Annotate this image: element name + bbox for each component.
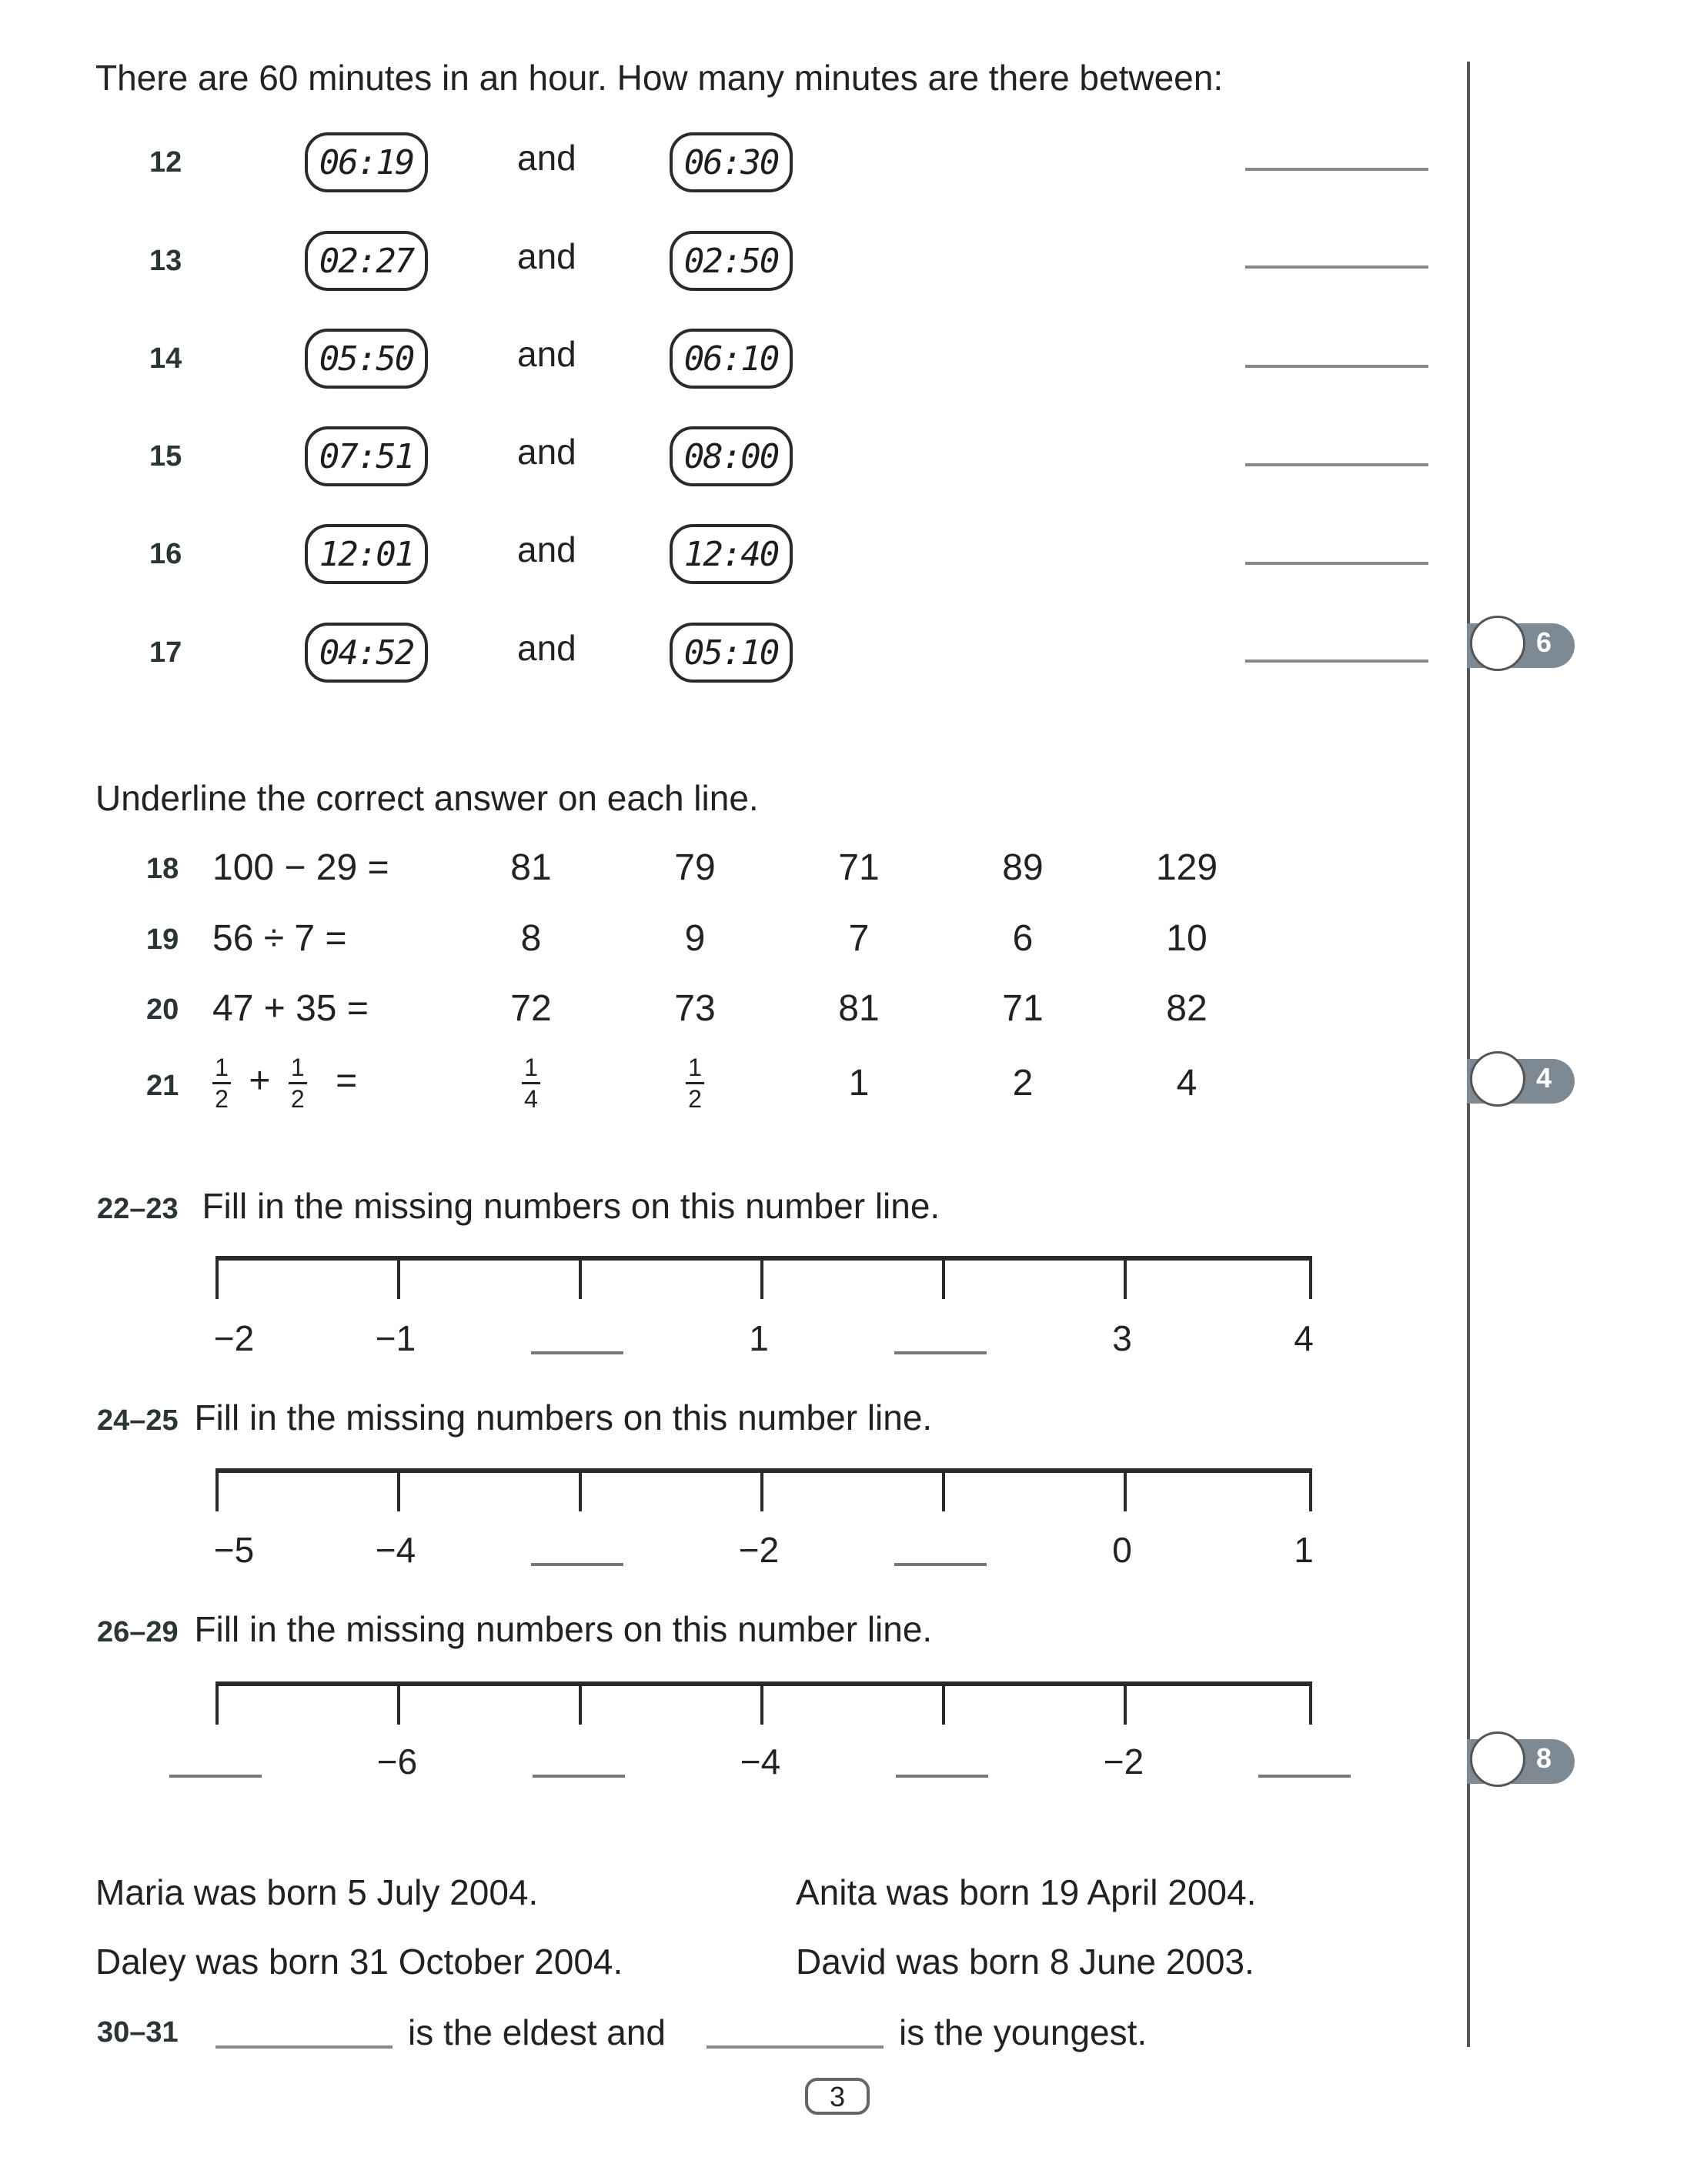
answer-blank[interactable] [894,1563,987,1566]
tick-label: 1 [749,1318,769,1358]
answer-blank[interactable] [531,1351,623,1354]
and-label: and [517,138,576,178]
answer-option[interactable]: 7 [848,918,870,959]
answer-line-16[interactable] [1245,562,1428,565]
digital-clock-end: 05:10 [670,623,793,683]
number-line-1-labels [215,1317,1312,1364]
equation: 100 − 29 = [212,847,389,888]
number-line-question-22-23 [97,1185,940,1227]
instruction: Fill in the missing numbers on this number line. [194,1609,933,1649]
tick-label: −5 [213,1530,255,1570]
and-label: and [517,628,576,668]
answer-option[interactable]: 2 [1012,1063,1034,1104]
digital-clock-end: 12:40 [670,524,793,584]
tick-label: 0 [1112,1530,1132,1570]
instruction: Fill in the missing numbers on this number line. [202,1186,940,1226]
digital-clock-end: 02:50 [670,231,793,291]
answer-option[interactable]: $\frac{1}{4}$ [485,1054,577,1112]
question-number: 30–31 [97,2016,179,2049]
answer-line-15[interactable] [1245,463,1428,466]
tick-label: −2 [738,1530,780,1570]
number-line-2 [215,1468,1312,1514]
section2-instruction: Underline the correct answer on each line. [95,778,759,818]
tick-label: −1 [375,1318,416,1358]
digital-clock-start: 07:51 [305,426,428,486]
max-score: 4 [1536,1062,1552,1094]
mc-question-18 [146,847,1301,893]
fact-david: David was born 8 June 2003. [796,1942,1254,1982]
fact-daley: Daley was born 31 October 2004. [95,1942,623,1982]
equation: $\frac{1}{2}$ + $\frac{1}{2}$ = [212,1054,357,1112]
answer-option[interactable]: 73 [674,988,716,1029]
mc-question-20 [146,987,1301,1034]
fact-maria: Maria was born 5 July 2004. [95,1872,539,1912]
answer-blank[interactable] [169,1775,262,1778]
digital-clock-start: 05:50 [305,329,428,389]
youngest-text: is the youngest. [899,2012,1147,2052]
tick-label: −4 [375,1530,416,1570]
question-number: 19 [146,923,179,956]
question-number: 15 [149,440,182,473]
score-box[interactable] [1467,616,1575,668]
page-number: 3 [805,2078,870,2115]
and-label: and [517,236,576,276]
answer-option[interactable]: 72 [510,988,552,1029]
number-line-3 [215,1681,1312,1728]
tick-label: 1 [1294,1530,1314,1570]
number-line-2-labels [215,1529,1312,1575]
question-number: 26–29 [97,1616,179,1648]
answer-option[interactable]: 89 [1002,847,1044,888]
and-label: and [517,432,576,472]
digital-clock-start: 02:27 [305,231,428,291]
and-label: and [517,334,576,374]
answer-line-17[interactable] [1245,660,1428,663]
question-number: 20 [146,993,179,1026]
answer-blank[interactable] [894,1351,987,1354]
score-circle[interactable] [1470,616,1525,671]
answer-option[interactable]: 82 [1166,988,1208,1029]
question-30-31 [97,2012,1251,2058]
answer-blank[interactable] [533,1775,625,1778]
eldest-text: is the eldest and [408,2012,666,2052]
answer-option[interactable]: $\frac{1}{2}$ [649,1054,741,1112]
question-number: 12 [149,146,182,179]
tick-label: 3 [1112,1318,1132,1358]
answer-option[interactable]: 6 [1012,918,1034,959]
digital-clock-end: 06:10 [670,329,793,389]
score-box[interactable] [1467,1051,1575,1104]
answer-option[interactable]: 1 [848,1063,870,1104]
equation: 47 + 35 = [212,988,369,1029]
tick-label: −2 [213,1318,255,1358]
instruction: Fill in the missing numbers on this number line. [194,1398,933,1438]
score-circle[interactable] [1470,1051,1525,1107]
answer-option[interactable]: 8 [520,918,542,959]
answer-line-14[interactable] [1245,365,1428,368]
answer-option[interactable]: 129 [1155,847,1218,888]
question-number: 16 [149,538,182,570]
digital-clock-end: 08:00 [670,426,793,486]
score-circle[interactable] [1470,1732,1525,1787]
answer-blank[interactable] [896,1775,988,1778]
fraction: $\frac{1}{2}$ [289,1054,307,1112]
question-number: 17 [149,636,182,669]
answer-blank[interactable] [531,1563,623,1566]
question-number: 13 [149,245,182,277]
question-number: 14 [149,342,182,375]
answer-line-13[interactable] [1245,265,1428,269]
answer-option[interactable]: 71 [1002,988,1044,1029]
score-box[interactable] [1467,1732,1575,1784]
tick-label: 4 [1294,1318,1314,1358]
equation: 56 ÷ 7 = [212,918,347,959]
eldest-answer-line[interactable] [215,2045,393,2049]
question-number: 18 [146,853,179,885]
question-number: 24–25 [97,1404,179,1437]
answer-option[interactable]: 9 [684,918,706,959]
answer-option[interactable]: 81 [838,988,880,1029]
answer-option[interactable]: 79 [674,847,716,888]
number-line-1 [215,1256,1312,1302]
number-line-question-24-25 [97,1397,932,1438]
digital-clock-start: 06:19 [305,132,428,192]
answer-option[interactable]: 71 [838,847,880,888]
answer-option[interactable]: 81 [510,847,552,888]
answer-option[interactable]: 10 [1166,918,1208,959]
digital-clock-end: 06:30 [670,132,793,192]
fraction: $\frac{1}{2}$ [212,1054,231,1112]
max-score: 6 [1536,626,1552,658]
section1-instruction: There are 60 minutes in an hour. How many minutes are there between: [95,58,1224,98]
youngest-answer-line[interactable] [707,2045,884,2049]
and-label: and [517,529,576,569]
answer-blank[interactable] [1258,1775,1351,1778]
number-line-3-labels [215,1741,1312,1787]
mc-question-19 [146,917,1301,963]
question-number: 21 [146,1070,179,1102]
tick-label: −4 [740,1742,781,1782]
answer-line-12[interactable] [1245,168,1428,171]
question-number: 22–23 [97,1193,179,1225]
answer-option[interactable]: 4 [1176,1063,1198,1104]
mc-question-21 [146,1054,1301,1116]
tick-label: −2 [1103,1742,1144,1782]
tick-label: −6 [376,1742,418,1782]
digital-clock-start: 12:01 [305,524,428,584]
max-score: 8 [1536,1742,1552,1774]
digital-clock-start: 04:52 [305,623,428,683]
number-line-question-26-29 [97,1608,932,1650]
fact-anita: Anita was born 19 April 2004. [796,1872,1257,1912]
